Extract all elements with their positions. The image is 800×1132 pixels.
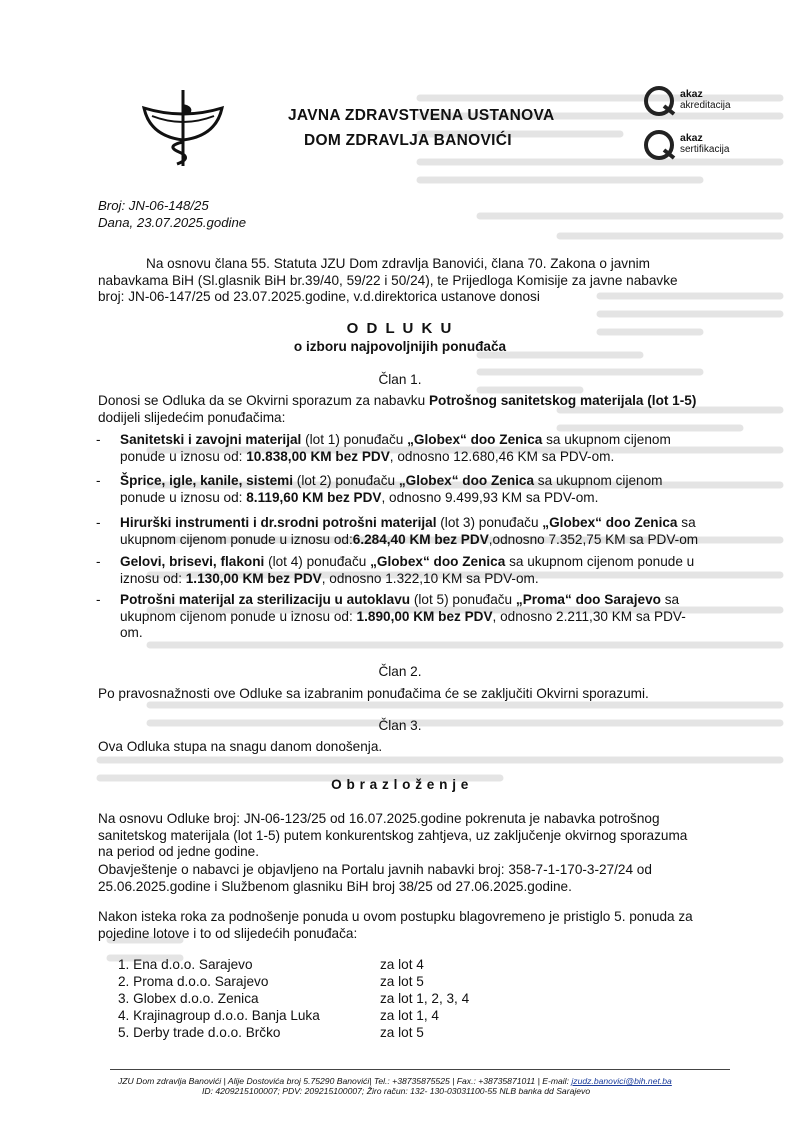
text-span: ukupnom cijenom ponude u iznosu od:: [120, 531, 353, 547]
text-span: pojedine lotove i to od slijedećih ponuđača:: [98, 925, 358, 941]
lot-3-award: [96, 515, 758, 548]
text-span: Nakon isteka roka za podnošenje ponuda u ovom postupku blagovremeno je pristiglo 5. ponuda za: [98, 909, 693, 924]
text-span: za lot 5: [380, 974, 424, 989]
text-span: (lot 5) ponuđaču: [410, 592, 516, 607]
text-span: 2.: [118, 974, 130, 989]
caduceus-logo-icon: [138, 86, 228, 170]
text-span: sa: [660, 592, 680, 607]
text-span: ponude u iznosu od:: [120, 448, 247, 464]
certification-sub: sertifikacija: [680, 144, 730, 155]
text-span: (lot 4) ponuđaču: [264, 554, 371, 569]
text-span: Hirurški instrumenti i dr.srodni potrošni materijal: [120, 515, 437, 530]
text-span: 1.: [118, 957, 130, 972]
reasoning-paragraph-3: [98, 909, 758, 942]
text-span: Globex d.o.o. Zenica: [133, 991, 259, 1006]
text-span: Gelovi, brisevi, flakoni: [120, 554, 265, 569]
text-span: Derby trade d.o.o. Brčko: [133, 1025, 281, 1040]
text-span: Na osnovu Odluke broj: JN-06-123/25 od 16.07.2025.godine pokrenuta je nabavka potrošnog: [98, 811, 660, 826]
footer-email-link[interactable]: jzudz.banovici@bih.net.ba: [571, 1076, 672, 1086]
text-span: , odnosno 9.499,93 KM sa PDV-om.: [381, 489, 599, 505]
text-span: , odnosno 12.680,46 KM sa PDV-om.: [389, 448, 615, 464]
footer-ids: ID: 4209215100007; PDV: 209215100007; Žiro račun: 132- 130-03031100-55 NLB banka dd Sarajevo: [202, 1086, 591, 1096]
text-span: za lot 4: [380, 957, 424, 972]
text-span: , odnosno 1.322,10 KM sa PDV-om.: [321, 570, 539, 586]
text-span: 6.284,40 KM bez PDV: [352, 531, 489, 547]
text-span: za lot 5: [380, 1025, 424, 1040]
article-3-heading: Član 3.: [378, 718, 422, 733]
text-span: Krajinagroup d.o.o. Banja Luka: [133, 1008, 320, 1023]
footer-address: JZU Dom zdravlja Banovići | Alije Dostovića broj 5.75290 Banovići| Tel.: +38735875525 | Fax.: +38735871011 |: [118, 1076, 543, 1086]
footer: [118, 1076, 758, 1096]
text-span: 4.: [118, 1008, 130, 1023]
dash: -: [96, 554, 101, 569]
text-span: „Globex“ doo Zenica: [542, 515, 678, 530]
text-span: za lot 1, 2, 3, 4: [380, 991, 470, 1006]
text-span: sanitetskog materijala (lot 1-5) putem konkurentskog zahtjeva, uz zaključenje okvirnog sporazuma: [98, 827, 688, 843]
decision-title: O D L U K U: [346, 320, 454, 337]
text-span: sa ukupnom cijenom: [542, 432, 671, 447]
list-item: [118, 974, 424, 990]
text-span: 10.838,00 KM bez PDV: [246, 448, 390, 464]
article-2-text: Po pravosnažnosti ove Odluke sa izabranim ponuđačima će se zaključiti Okvirni sporazumi.: [98, 686, 649, 701]
text-span: sa: [677, 515, 696, 530]
intro-line-3: broj: JN-06-147/25 od 23.07.2025.godine, v.d.direktorica ustanove donosi: [98, 289, 540, 304]
text-span: (lot 2) ponuđaču: [293, 473, 399, 488]
lot-5-award: [96, 592, 758, 642]
text-span: Proma d.o.o. Sarajevo: [133, 974, 269, 989]
intro-line-2: nabavkama BiH (Sl.glasnik BiH br.39/40, 59/22 i 50/24), te Prijedloga Komisije za javne nabavke: [98, 272, 678, 288]
text-span: iznosu od:: [120, 570, 186, 586]
text-span: „Proma“ doo Sarajevo: [515, 592, 661, 607]
document-number: Broj: JN-06-148/25: [98, 198, 209, 213]
text-span: ponude u iznosu od:: [120, 489, 247, 505]
text-span: na period od jedne godine.: [98, 844, 259, 859]
lot-4-award: [96, 554, 758, 587]
text-span: 8.119,60 KM bez PDV: [246, 489, 382, 505]
certification-word: akaz: [680, 132, 703, 144]
dash: -: [96, 473, 101, 488]
text-span: ukupnom cijenom ponude u iznosu od:: [120, 608, 357, 624]
reasoning-paragraph-1: [98, 811, 758, 861]
accreditation-badge: [644, 86, 731, 121]
article-3-text: Ova Odluka stupa na snagu danom donošenja.: [98, 739, 383, 754]
text-span: Ena d.o.o. Sarajevo: [133, 957, 253, 972]
reasoning-paragraph-2: [98, 862, 758, 895]
institution-name: DOM ZDRAVLJA BANOVIĆI: [304, 132, 512, 149]
dash: -: [96, 515, 101, 530]
text-span: Obavještenje o nabavci je objavljeno na Portalu javnih nabavki broj: 358-7-1-170-3-27/24 od: [98, 862, 652, 877]
article-1-text-a: Donosi se Odluka da se Okvirni sporazum za nabavku: [98, 393, 429, 408]
text-span: „Globex“ doo Zenica: [398, 473, 535, 488]
accreditation-word: akaz: [680, 88, 703, 100]
institution-type: JAVNA ZDRAVSTVENA USTANOVA: [288, 107, 555, 124]
reasoning-heading: O b r a z l o ž e n j e: [331, 777, 469, 792]
text-span: Sanitetski i zavojni materijal: [120, 432, 302, 447]
text-span: 1.130,00 KM bez PDV: [185, 570, 322, 586]
article-1-intro: [98, 393, 758, 426]
text-span: Potrošni materijal za sterilizaciju u autoklavu: [120, 592, 411, 607]
lot-2-award: [96, 473, 758, 506]
text-span: , odnosno 2.211,30 KM sa PDV-: [492, 608, 686, 624]
intro-line-1: Na osnovu člana 55. Statuta JZU Dom zdravlja Banovići, člana 70. Zakona o javnim: [146, 256, 650, 271]
footer-email-label: E-mail:: [542, 1076, 569, 1086]
dash: -: [96, 432, 101, 447]
intro-paragraph: [98, 256, 758, 306]
footer-divider: [110, 1069, 730, 1070]
certification-badge: [644, 130, 730, 165]
text-span: 1.890,00 KM bez PDV: [356, 608, 493, 624]
dash: -: [96, 592, 101, 607]
text-span: (lot 3) ponuđaču: [436, 515, 543, 530]
list-item: [118, 1025, 424, 1041]
text-span: „Globex“ doo Zenica: [407, 432, 543, 447]
text-span: 25.06.2025.godine i Službenom glasniku BiH broj 38/25 od 27.06.2025.godine.: [98, 878, 572, 894]
list-item: [118, 1008, 439, 1024]
text-span: (lot 1) ponuđaču: [301, 432, 408, 447]
decision-subtitle: o izboru najpovoljnijih ponuđača: [293, 339, 507, 354]
text-span: 5.: [118, 1025, 130, 1040]
article-2-heading: Član 2.: [378, 664, 422, 679]
accreditation-sub: akreditacija: [680, 100, 731, 111]
list-item: [118, 957, 424, 973]
akaz-accreditation-icon: [644, 86, 678, 116]
procurement-subject: Potrošnog sanitetskog materijala (lot 1-5): [428, 393, 697, 408]
lot-1-award: [96, 432, 758, 465]
text-span: sa ukupnom cijenom: [534, 473, 663, 488]
article-1-heading: Član 1.: [378, 372, 422, 387]
text-span: sa ukupnom cijenom ponude u: [505, 554, 695, 569]
text-span: om.: [120, 625, 143, 640]
text-span: „Globex“ doo Zenica: [370, 554, 506, 569]
document-date: Dana, 23.07.2025.godine: [98, 215, 247, 230]
list-item: [118, 991, 470, 1007]
akaz-certification-icon: [644, 130, 678, 160]
text-span: 3.: [118, 991, 130, 1006]
article-1-text-b: dodijeli slijedećim ponuđačima:: [98, 409, 286, 425]
text-span: ,odnosno 7.352,75 KM sa PDV-om: [488, 531, 699, 547]
text-span: za lot 1, 4: [380, 1008, 439, 1023]
text-span: Šprice, igle, kanile, sistemi: [120, 473, 294, 488]
document-meta: [98, 197, 246, 231]
